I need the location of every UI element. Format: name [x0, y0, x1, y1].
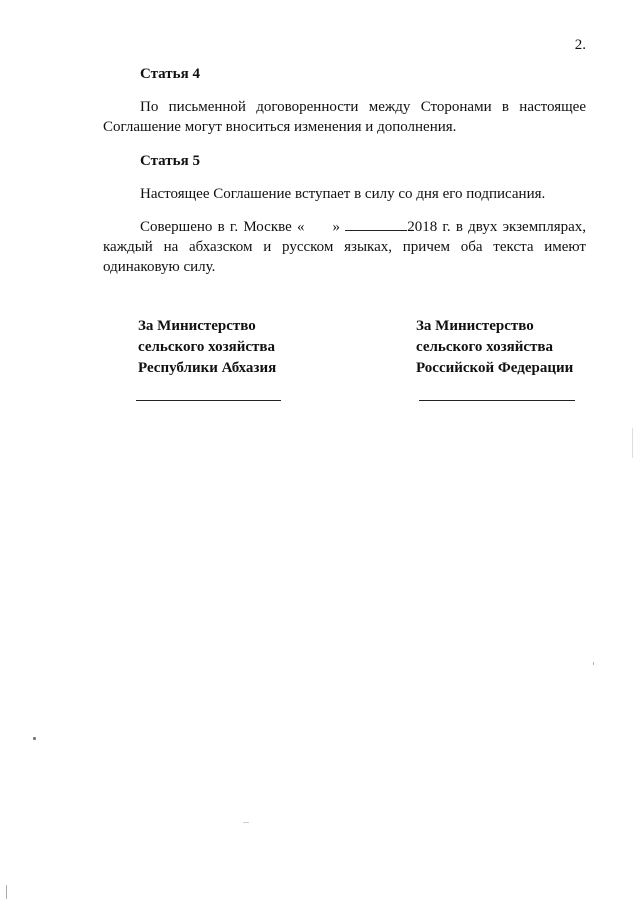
scan-speck: [632, 428, 633, 458]
date-month-blank: [345, 216, 407, 231]
signature-right-line1: За Министерство: [416, 318, 534, 334]
signature-right-line3: Российской Федерации: [416, 360, 574, 376]
conclusion-year-text: 2018 г. в двух экземплярах, каждый на абхазском и русском языках, причем оба текста имеют одинаковую силу.: [103, 219, 587, 275]
scan-speck: [6, 885, 7, 899]
signature-left-line3: Республики Абхазия: [138, 360, 277, 376]
page-number: 2.: [574, 37, 586, 53]
article-4-title: Статья 4: [140, 66, 200, 82]
article-5-title: Статья 5: [140, 153, 200, 169]
conclusion-paragraph: [103, 216, 586, 277]
document-body: [103, 64, 586, 277]
conclusion-prefix: Совершено в г. Москве «: [140, 219, 305, 235]
scan-speck: [593, 662, 594, 665]
conclusion-quote-close: »: [332, 219, 340, 235]
scan-speck: [243, 822, 249, 823]
article-5-text: Настоящее Соглашение вступает в силу со дня его подписания.: [140, 186, 546, 202]
signature-block-russia: [416, 316, 573, 379]
signature-line-russia: [419, 400, 575, 401]
scan-speck: [33, 737, 36, 740]
article-4-text: По письменной договоренности между Сторонами в настоящее Соглашение могут вноситься изменения и дополнения.: [103, 99, 586, 135]
signature-line-abkhazia: [136, 400, 281, 401]
signature-block-abkhazia: [138, 316, 276, 379]
signature-right-line2: сельского хозяйства: [416, 339, 553, 355]
signature-left-line1: За Министерство: [138, 318, 256, 334]
signature-left-line2: сельского хозяйства: [138, 339, 275, 355]
